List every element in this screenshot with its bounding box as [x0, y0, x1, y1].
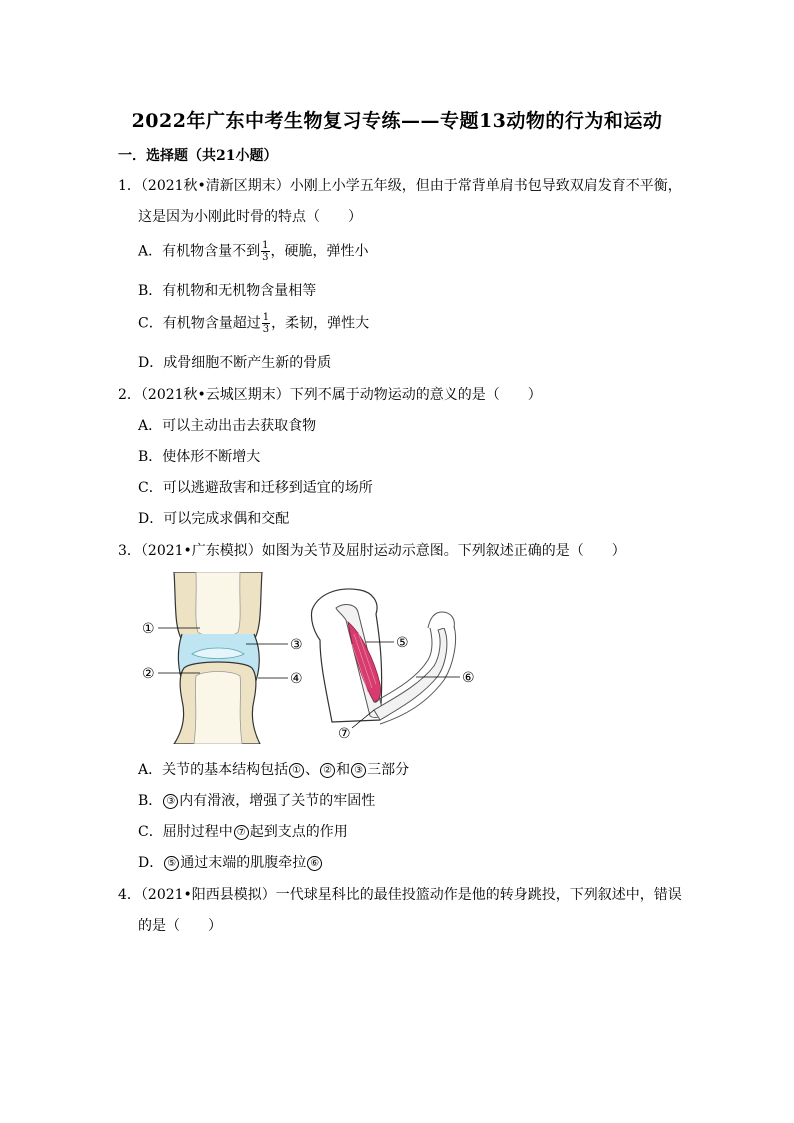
q2-option-c[interactable]: C．可以逃避敌害和迁移到适宜的场所	[138, 480, 373, 496]
elbow-flexion-diagram	[308, 580, 488, 742]
q1-stem-line2: 这是因为小刚此时骨的特点（ ）	[138, 209, 362, 225]
ref-3: ③	[351, 763, 366, 778]
q3-option-b-text: 内有滑液，增强了关节的牢固性	[179, 793, 376, 809]
q3-option-d[interactable]	[138, 852, 323, 872]
label-1: ①	[142, 621, 155, 637]
q3-option-a-and: 和	[336, 762, 351, 778]
q1-option-d[interactable]: D．成骨细胞不断产生新的骨质	[138, 355, 332, 371]
page-title: 2022年广东中考生物复习专练——专题13动物的行为和运动	[131, 110, 663, 132]
q4-stem-line1: 4．（2021•阳西县模拟）一代球星科比的最佳投篮动作是他的转身跳投，下列叙述中，错误	[118, 887, 682, 903]
q3-option-d-text: 通过末端的肌腹牵拉	[180, 855, 307, 871]
q1-option-a-text-pre: A．有机物含量不到	[138, 243, 261, 260]
q3-option-c[interactable]	[138, 821, 348, 841]
q3-option-a[interactable]	[138, 759, 409, 779]
ref-1: ①	[289, 763, 304, 778]
q3-option-a-text: A．关节的基本结构包括	[138, 762, 289, 778]
q1-option-c-text-pre: C．有机物含量超过	[138, 315, 261, 332]
label-2: ②	[142, 666, 155, 682]
hand	[428, 612, 454, 628]
q2-option-d[interactable]: D．可以完成求偶和交配	[138, 511, 290, 527]
q4-stem-line2: 的是（ ）	[138, 918, 222, 934]
q3-option-d-prefix: D．	[138, 855, 164, 871]
label-6: ⑥	[462, 670, 475, 686]
q1-option-a-text-post: ，硬脆，弹性小	[270, 243, 369, 260]
q1-option-c-text-post: ，柔韧，弹性大	[271, 315, 370, 332]
q3-option-c-tail: 起到支点的作用	[249, 824, 348, 840]
q2-stem-line1: 2．（2021秋•云城区期末）下列不属于动物运动的意义的是（ ）	[118, 387, 542, 403]
ref-2: ②	[320, 763, 335, 778]
q3-option-a-sep: 、	[305, 762, 320, 778]
label-4: ④	[290, 671, 303, 687]
q3-option-b-prefix: B．	[138, 793, 163, 809]
q3-stem-line1: 3．（2021•广东模拟）如图为关节及屈肘运动示意图。下列叙述正确的是（ ）	[118, 543, 626, 559]
ref-7: ⑦	[234, 825, 249, 840]
lower-bone-shaft	[194, 672, 242, 745]
q1-option-c[interactable]	[138, 312, 369, 335]
ref-3: ③	[163, 794, 178, 809]
q3-option-b[interactable]	[138, 790, 375, 810]
fraction-one-third: $\frac{1}{3}$	[262, 312, 270, 335]
q1-option-b[interactable]: B．有机物和无机物含量相等	[138, 283, 317, 299]
ref-5: ⑤	[164, 856, 179, 871]
fraction-one-third: $\frac{1}{3}$	[262, 240, 269, 263]
q1-stem-line1: 1．（2021秋•清新区期末）小刚上小学五年级，但由于常背单肩书包导致双肩发育不平衡，	[118, 178, 682, 194]
q3-option-c-text: C．屈肘过程中	[138, 824, 233, 840]
upper-bone-shaft	[196, 572, 240, 637]
q2-option-a[interactable]: A．可以主动出击去获取食物	[138, 418, 317, 434]
label-3: ③	[290, 637, 303, 653]
q2-option-b[interactable]: B．使体形不断增大	[138, 449, 261, 465]
label-7: ⑦	[338, 726, 351, 742]
q3-option-a-tail: 三部分	[367, 762, 410, 778]
q1-option-a[interactable]	[138, 240, 369, 263]
joint-diagram	[138, 572, 318, 744]
section-heading: 一．选择题（共21小题）	[118, 148, 278, 164]
ref-6: ⑥	[307, 856, 322, 871]
label-5: ⑤	[396, 635, 409, 651]
